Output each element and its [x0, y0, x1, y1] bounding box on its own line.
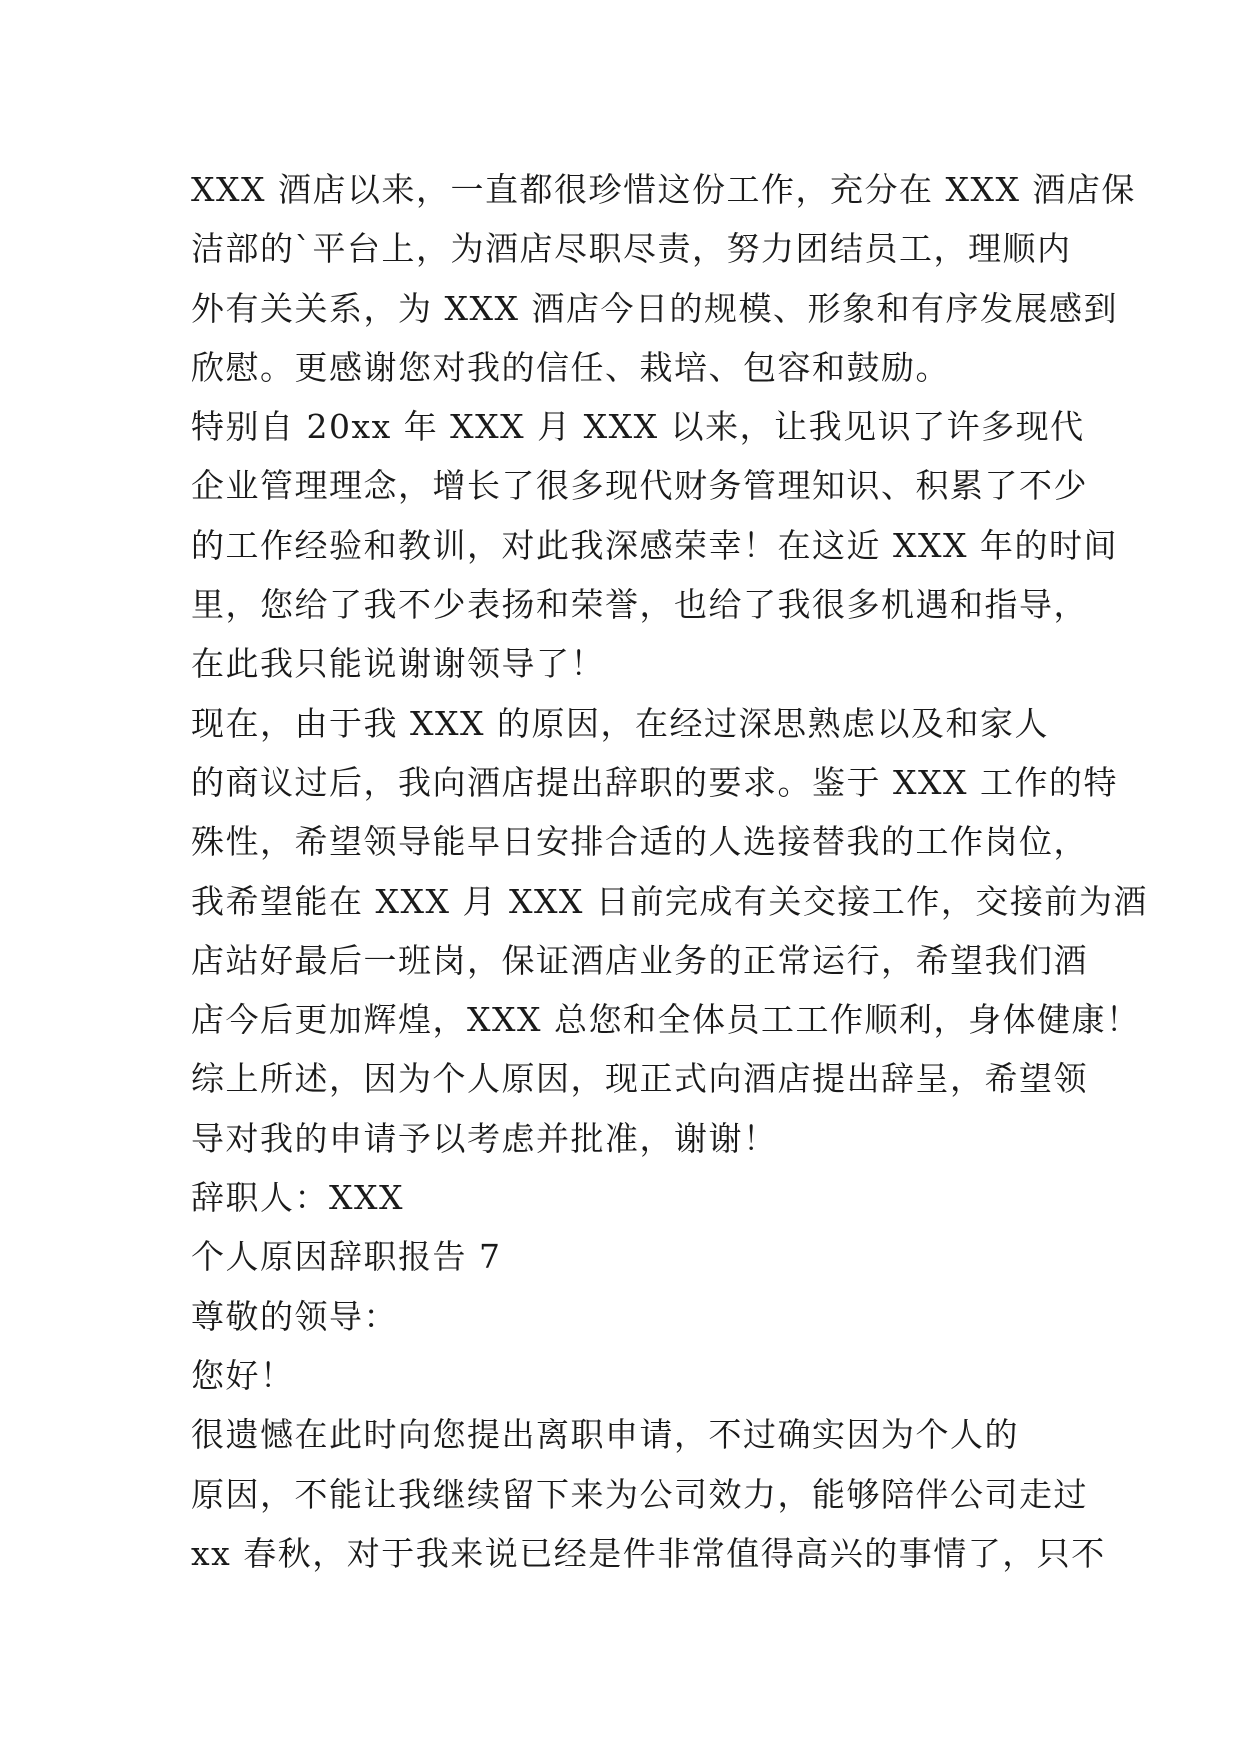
greeting: 您好！ [191, 1355, 295, 1395]
text-line: 原因，不能让我继续留下来为公司效力，能够陪伴公司走过 [191, 1474, 1088, 1514]
text-line: 我希望能在 XXX 月 XXX 日前完成有关交接工作，交接前为酒 [191, 881, 1148, 921]
text-line: XXX 酒店以来，一直都很珍惜这份工作，充分在 XXX 酒店保 [191, 170, 1136, 209]
text-line: 很遗憾在此时向您提出离职申请，不过确实因为个人的 [191, 1415, 1019, 1455]
text-line: 导对我的申请予以考虑并批准，谢谢！ [191, 1118, 778, 1158]
text-line: 特别自 20xx 年 XXX 月 XXX 以来，让我见识了许多现代 [191, 407, 1085, 447]
text-line: 店站好最后一班岗，保证酒店业务的正常运行，希望我们酒 [191, 940, 1088, 980]
salutation: 尊敬的领导： [191, 1296, 398, 1336]
text-line: 现在，由于我 XXX 的原因，在经过深思熟虑以及和家人 [191, 703, 1049, 743]
text-line: xx 春秋，对于我来说已经是件非常值得高兴的事情了，只不 [191, 1533, 1106, 1573]
text-line: 里，您给了我不少表扬和荣誉，也给了我很多机遇和指导， [191, 585, 1088, 625]
text-line: 在此我只能说谢谢领导了！ [191, 644, 605, 684]
signature-line: 辞职人：XXX [191, 1178, 404, 1218]
document-body [191, 160, 1148, 1583]
text-line: 企业管理理念，增长了很多现代财务管理知识、积累了不少 [191, 466, 1088, 506]
text-line: 殊性，希望领导能早日安排合适的人选接替我的工作岗位， [191, 822, 1088, 862]
text-line: 欣慰。更感谢您对我的信任、栽培、包容和鼓励。 [191, 347, 950, 387]
text-line: 的商议过后，我向酒店提出辞职的要求。鉴于 XXX 工作的特 [191, 762, 1118, 802]
text-line: 的工作经验和教训，对此我深感荣幸！在这近 XXX 年的时间 [191, 525, 1118, 565]
text-line: 综上所述，因为个人原因，现正式向酒店提出辞呈，希望领 [191, 1059, 1088, 1099]
text-line: 外有关关系，为 XXX 酒店今日的规模、形象和有序发展感到 [191, 288, 1118, 328]
text-line: 店今后更加辉煌，XXX 总您和全体员工工作顺利，身体健康！ [191, 1000, 1141, 1040]
section-heading: 个人原因辞职报告 7 [191, 1237, 502, 1277]
text-line: 洁部的`平台上，为酒店尽职尽责，努力团结员工，理顺内 [191, 229, 1072, 269]
